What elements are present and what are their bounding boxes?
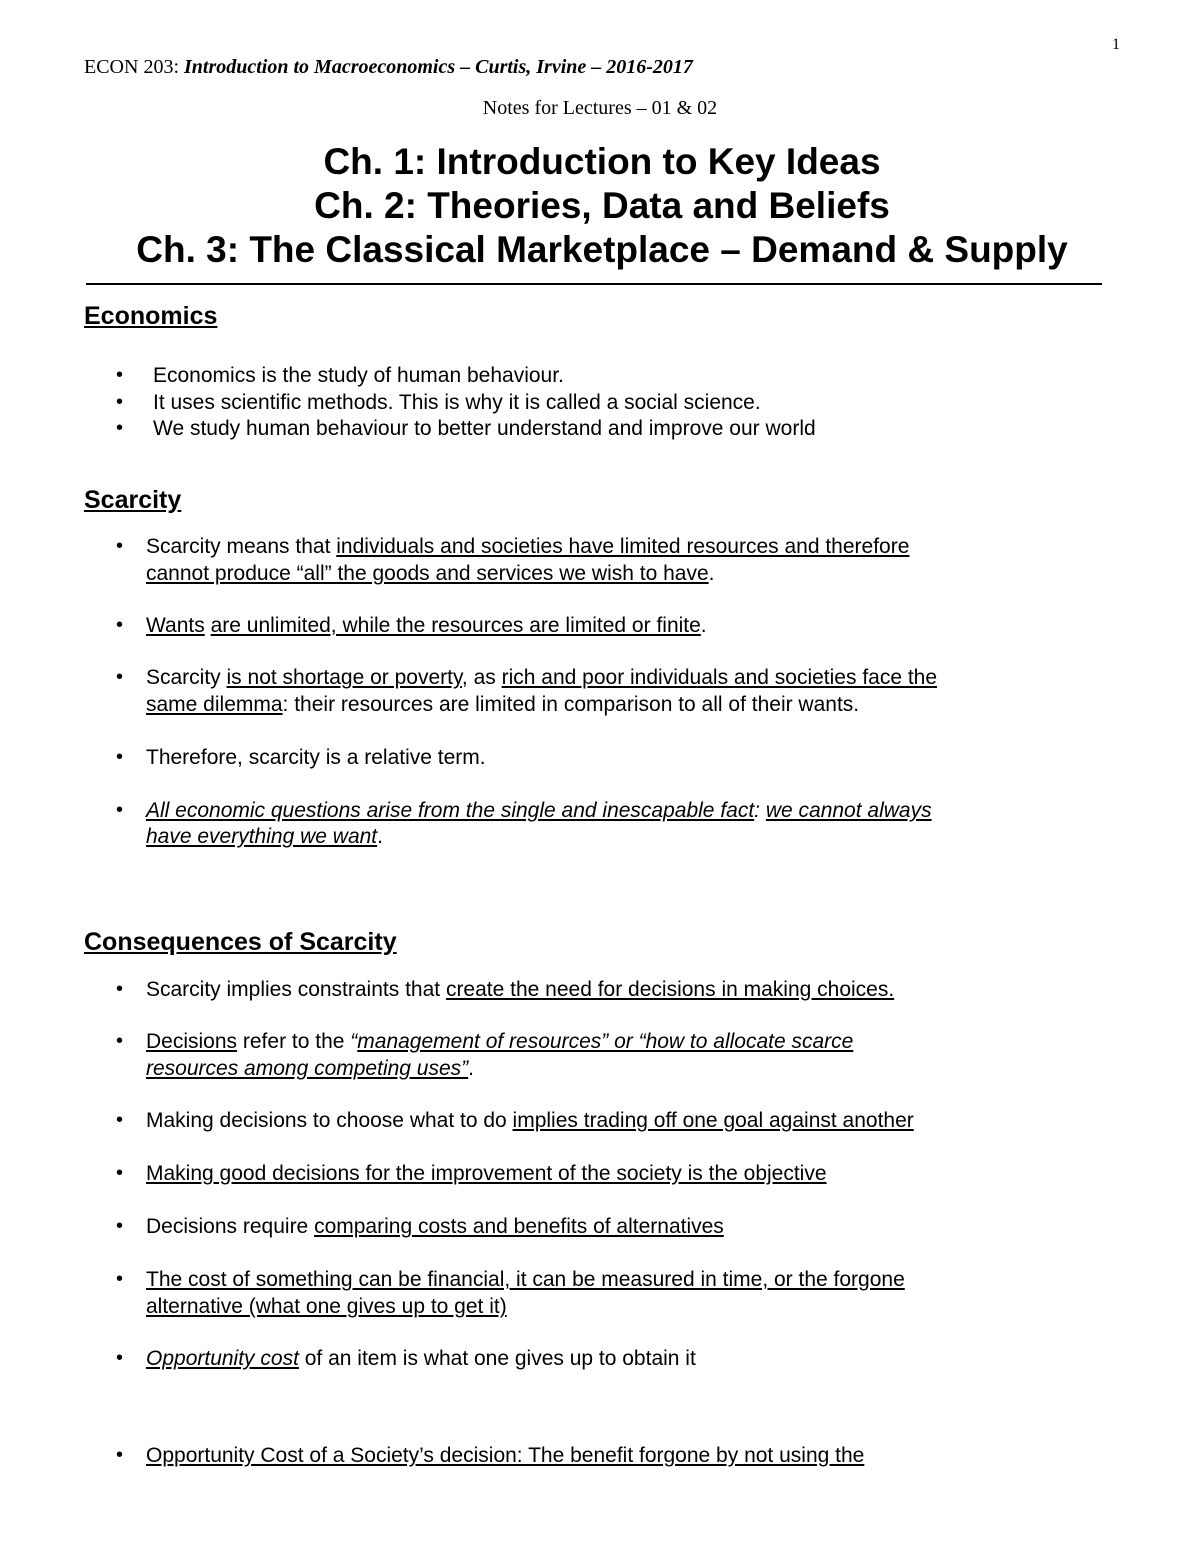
- text-run: Making decisions to choose what to do: [146, 1109, 513, 1132]
- list-item-continuation: [146, 560, 715, 587]
- course-title: Introduction to Macroeconomics – Curtis, Irvine – 2016-2017: [184, 56, 693, 78]
- list-item: [146, 1160, 827, 1187]
- course-header: [84, 56, 693, 79]
- text-run: Scarcity means that: [146, 535, 337, 558]
- underlined-italic-text: Opportunity cost: [146, 1347, 299, 1370]
- underlined-text: alternative (what one gives up to get it): [146, 1295, 507, 1318]
- bullet-icon: •: [116, 614, 124, 636]
- list-item: [146, 1266, 905, 1293]
- text-run: Scarcity implies constraints that: [146, 978, 446, 1001]
- bullet-icon: •: [116, 978, 124, 1000]
- bullet-icon: •: [116, 799, 124, 821]
- bullet-icon: •: [116, 1268, 124, 1290]
- text-run: .: [377, 825, 383, 848]
- title-divider: [86, 283, 1102, 285]
- underlined-text: individuals and societies have limited resources and therefore: [336, 535, 910, 558]
- underlined-text: Making good decisions for the improvement of the society is the objective: [146, 1162, 827, 1185]
- underlined-text: comparing costs and benefits of alternatives: [314, 1215, 724, 1238]
- underlined-text: Decisions: [146, 1030, 238, 1053]
- underlined-text: rich and poor individuals and societies face the: [501, 666, 938, 689]
- list-item: Economics is the study of human behaviour.: [153, 364, 564, 387]
- bullet-icon: •: [116, 746, 124, 768]
- bullet-icon: •: [116, 1215, 124, 1237]
- course-code: ECON 203:: [84, 56, 184, 78]
- bullet-icon: •: [116, 1162, 124, 1184]
- list-item-continuation: [146, 1293, 507, 1320]
- chapter-title: Ch. 2: Theories, Data and Beliefs: [314, 185, 890, 226]
- underlined-text: cannot produce “all” the goods and services we wish to have: [146, 562, 709, 585]
- bullet-icon: •: [116, 1444, 124, 1466]
- list-item: [146, 1107, 914, 1134]
- lecture-subtitle: Notes for Lectures – 01 & 02: [482, 97, 718, 119]
- text-run: of an item is what one gives up to obtain it: [298, 1347, 696, 1370]
- underlined-italic-text: management of resources” or “how to allocate scarce: [357, 1030, 854, 1053]
- underlined-text: create the need for decisions in making choices.: [445, 978, 895, 1001]
- bullet-icon: •: [116, 666, 124, 688]
- underlined-italic-text: we cannot always: [765, 799, 932, 822]
- list-item-continuation: [146, 1055, 474, 1082]
- bullet-icon: •: [116, 391, 124, 413]
- underlined-text: same dilemma: [146, 693, 283, 716]
- section-heading-consequences: Consequences of Scarcity: [84, 928, 397, 956]
- chapter-title: Ch. 1: Introduction to Key Ideas: [323, 141, 881, 182]
- list-item: [146, 612, 707, 639]
- list-item-continuation: [146, 691, 859, 718]
- section-heading-economics: Economics: [84, 302, 218, 330]
- list-item: It uses scientific methods. This is why it is called a social science.: [153, 391, 761, 414]
- list-item: [146, 664, 937, 691]
- underlined-italic-text: All economic questions arise from the single and inescapable fact: [146, 799, 755, 822]
- underlined-italic-text: resources among competing uses”: [146, 1057, 469, 1080]
- list-item: [146, 1345, 696, 1372]
- text-run: “: [350, 1030, 358, 1053]
- list-item: Therefore, scarcity is a relative term.: [146, 746, 486, 769]
- text-run: .: [700, 614, 707, 637]
- bullet-icon: •: [116, 535, 124, 557]
- underlined-text: Wants: [146, 614, 205, 637]
- underlined-text: The cost of something can be financial, it can be measured in time, or the forgone: [146, 1268, 905, 1291]
- list-item: [146, 797, 932, 824]
- text-run: .: [708, 562, 715, 585]
- bullet-icon: •: [116, 364, 124, 386]
- underlined-text: Opportunity Cost of a Society’s decision: The benefit forgone by not using the: [146, 1444, 865, 1467]
- list-item: We study human behaviour to better understand and improve our world: [153, 417, 816, 440]
- list-item: [146, 533, 909, 560]
- chapter-title: Ch. 3: The Classical Marketplace – Demand & Supply: [136, 229, 1068, 270]
- bullet-icon: •: [116, 1109, 124, 1131]
- text-run: Decisions require: [146, 1215, 315, 1238]
- text-run: .: [468, 1057, 475, 1080]
- text-run: Scarcity: [146, 666, 227, 689]
- list-item: [146, 1442, 864, 1469]
- underlined-text: implies trading off one goal against another: [512, 1109, 914, 1132]
- underlined-italic-text: have everything we want: [146, 825, 378, 848]
- text-run: : their resources are limited in comparison to all of their wants.: [282, 693, 860, 716]
- text-run: refer to the: [237, 1030, 351, 1053]
- list-item: [146, 1213, 724, 1240]
- list-item: [146, 1028, 853, 1055]
- section-heading-scarcity: Scarcity: [84, 486, 182, 514]
- bullet-icon: •: [116, 1347, 124, 1369]
- underlined-text: is not shortage or poverty: [226, 666, 462, 689]
- list-item-continuation: [146, 823, 383, 850]
- page-number: 1: [1112, 36, 1120, 53]
- chapter-titles: [0, 140, 1200, 272]
- bullet-icon: •: [116, 1030, 124, 1052]
- text-run: :: [754, 799, 766, 822]
- text-run: , as: [461, 666, 502, 689]
- list-item: [146, 976, 894, 1003]
- underlined-text: are unlimited, while the resources are limited or finite: [210, 614, 701, 637]
- bullet-icon: •: [116, 417, 124, 439]
